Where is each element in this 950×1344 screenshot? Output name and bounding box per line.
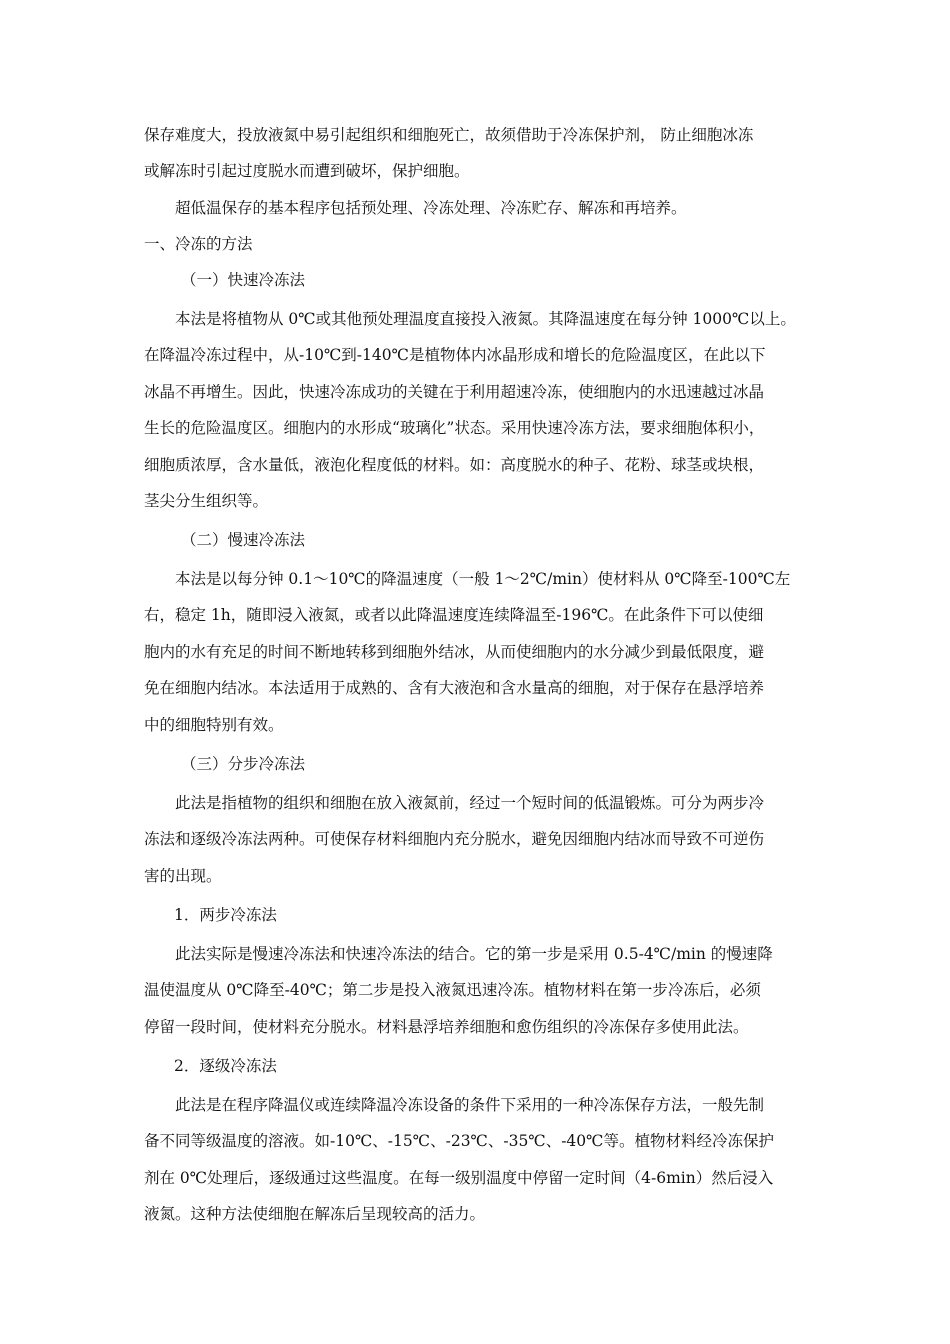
text-line: 停留一段时间，使材料充分脱水。材料悬浮培养细胞和愈伤组织的冷冻保存多使用此法。 — [144, 1018, 749, 1036]
text-line: 生长的危险温度区。细胞内的水形成“玻璃化”状态。采用快速冷冻方法，要求细胞体积小， — [144, 419, 765, 437]
text-line: 保存难度大，投放液氮中易引起组织和细胞死亡，故须借助于冷冻保护剂， 防止细胞冰冻 — [144, 126, 754, 144]
numbered-heading: 1．两步冷冻法 — [174, 906, 277, 924]
text-line: 在降温冷冻过程中，从-10℃到-140℃是植物体内冰晶形成和增长的危险温度区，在此以下 — [144, 346, 766, 364]
text-line: 剂在 0℃处理后，逐级通过这些温度。在每一级别温度中停留一定时间（4-6min）然后浸入 — [144, 1169, 774, 1187]
text-line: 免在细胞内结冰。本法适用于成熟的、含有大液泡和含水量高的细胞，对于保存在悬浮培养 — [144, 679, 765, 697]
paragraph-first-line: 本法是以每分钟 0.1～10℃的降温速度（一般 1～2℃/min）使材料从 0℃降至-100℃左 — [175, 570, 791, 588]
paragraph-first-line: 此法是在程序降温仪或连续降温冷冻设备的条件下采用的一种冷冻保存方法，一般先制 — [175, 1096, 765, 1114]
paragraph-first-line: 此法是指植物的组织和细胞在放入液氮前，经过一个短时间的低温锻炼。可分为两步冷 — [175, 794, 765, 812]
text-line: 胞内的水有充足的时间不断地转移到细胞外结冰，从而使细胞内的水分减少到最低限度，避 — [144, 643, 765, 661]
subsection-heading: （二）慢速冷冻法 — [181, 531, 306, 549]
text-line: 害的出现。 — [144, 867, 222, 885]
paragraph-first-line: 本法是将植物从 0℃或其他预处理温度直接投入液氮。其降温速度在每分钟 1000℃以上。 — [175, 310, 796, 328]
section-heading: 一、冷冻的方法 — [144, 235, 253, 253]
text-line: 温使温度从 0℃降至-40℃；第二步是投入液氮迅速冷冻。植物材料在第一步冷冻后，必须 — [144, 981, 761, 999]
text-line: 右，稳定 1h，随即浸入液氮，或者以此降温速度连续降温至-196℃。在此条件下可以使细 — [144, 606, 764, 624]
subsection-heading: （三）分步冷冻法 — [181, 755, 306, 773]
subsection-heading: （一）快速冷冻法 — [181, 271, 306, 289]
text-line: 茎尖分生组织等。 — [144, 492, 269, 510]
paragraph-first-line: 超低温保存的基本程序包括预处理、冷冻处理、冷冻贮存、解冻和再培养。 — [175, 199, 687, 217]
text-line: 中的细胞特别有效。 — [144, 716, 284, 734]
text-line: 备不同等级温度的溶液。如-10℃、-15℃、-23℃、-35℃、-40℃等。植物材料经冷冻保护 — [144, 1132, 774, 1150]
text-line: 冻法和逐级冷冻法两种。可使保存材料细胞内充分脱水，避免因细胞内结冰而导致不可逆伤 — [144, 830, 765, 848]
text-line: 液氮。这种方法使细胞在解冻后呈现较高的活力。 — [144, 1205, 486, 1223]
text-line: 冰晶不再增生。因此，快速冷冻成功的关键在于利用超速冷冻，使细胞内的水迅速越过冰晶 — [144, 383, 765, 401]
numbered-heading: 2．逐级冷冻法 — [174, 1057, 277, 1075]
paragraph-first-line: 此法实际是慢速冷冻法和快速冷冻法的结合。它的第一步是采用 0.5-4℃/min 的慢速降 — [175, 945, 773, 963]
text-line: 或解冻时引起过度脱水而遭到破坏，保护细胞。 — [144, 162, 470, 180]
text-line: 细胞质浓厚，含水量低，液泡化程度低的材料。如：高度脱水的种子、花粉、球茎或块根， — [144, 456, 765, 474]
